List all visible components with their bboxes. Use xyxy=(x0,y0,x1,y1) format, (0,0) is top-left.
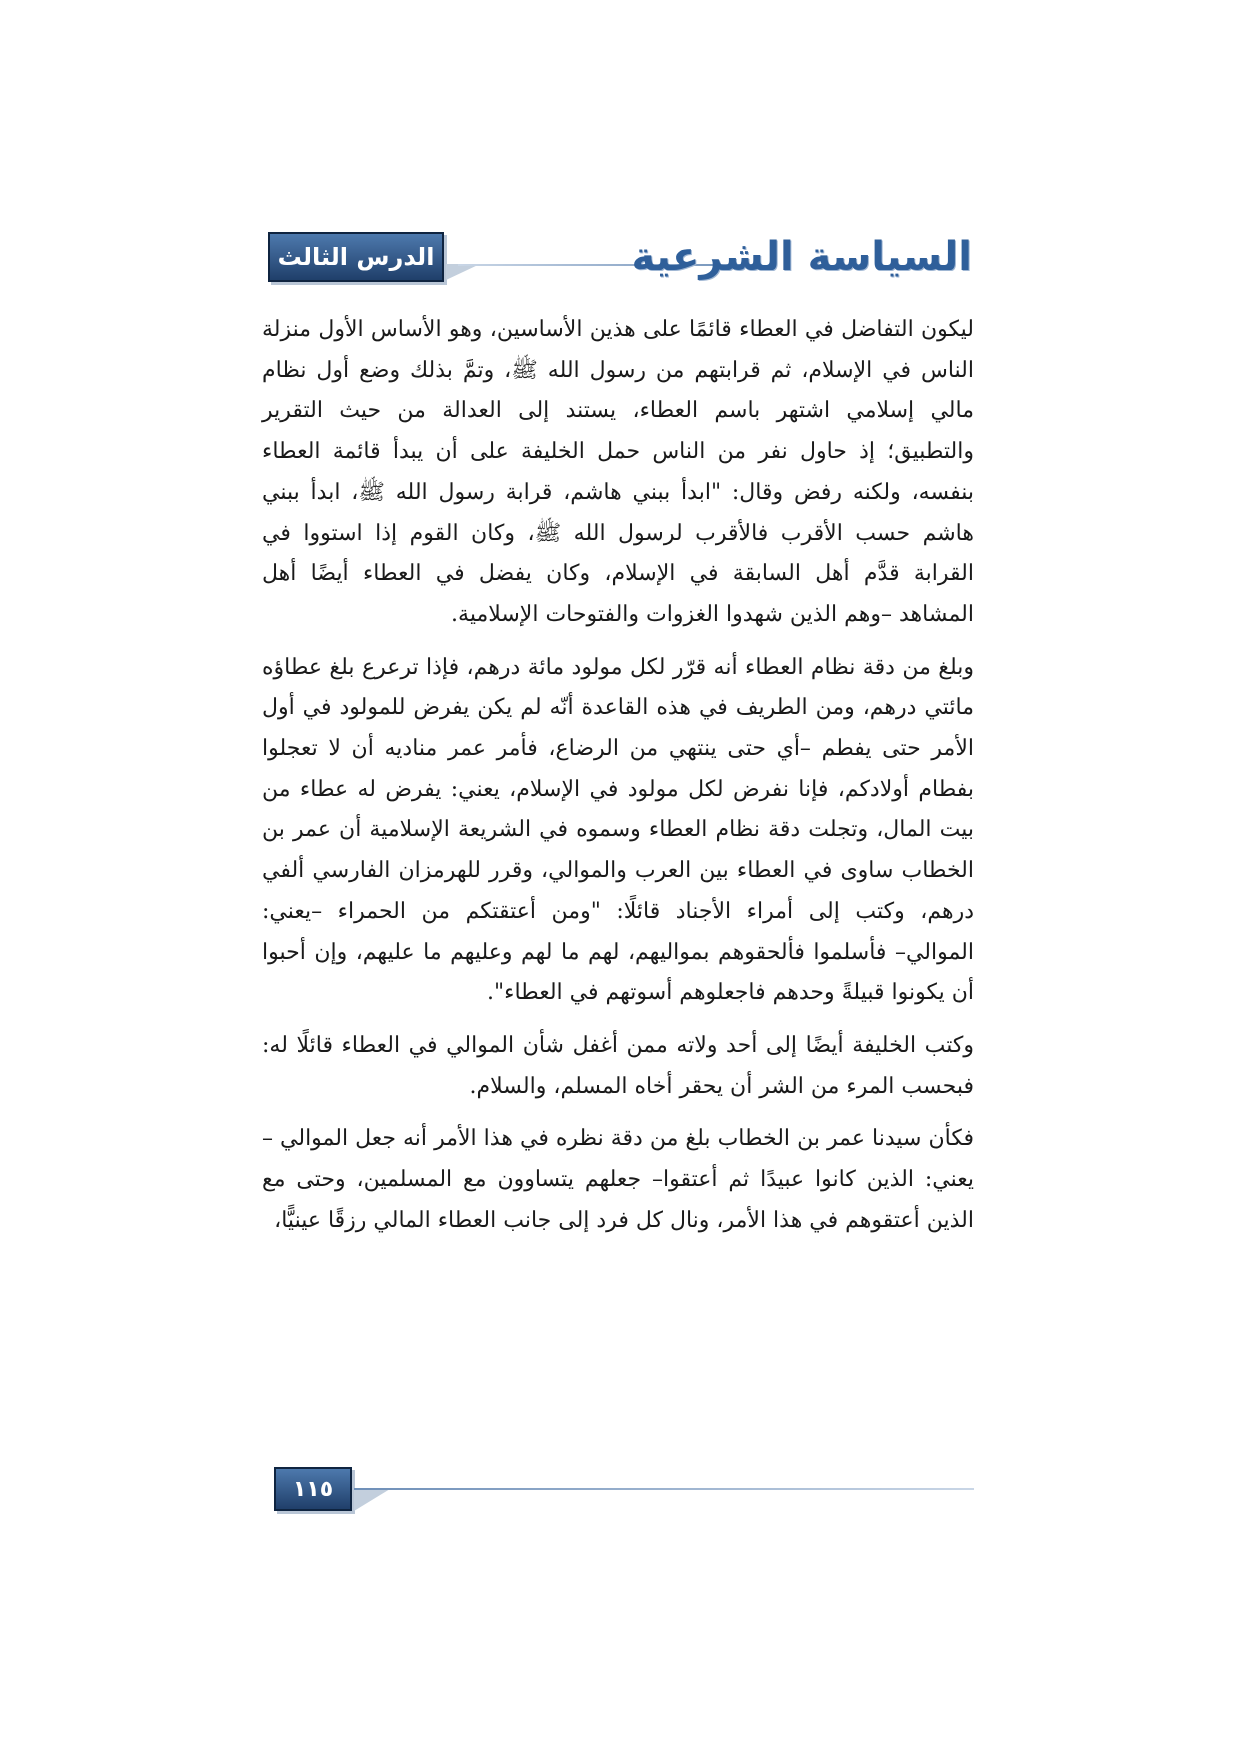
lesson-badge xyxy=(268,232,444,282)
page-number: ١١٥ xyxy=(292,1476,334,1502)
footer-divider xyxy=(354,1488,974,1490)
footer-decoration xyxy=(354,1489,390,1511)
page-footer xyxy=(274,1467,974,1523)
paragraph-4: فكأن سيدنا عمر بن الخطاب بلغ من دقة نظره في هذا الأمر أنه جعل الموالي – يعني: الذين كانوا عبيدًا ثم أعتقوا– جعلهم يتساوون مع المسلمين، وحتى مع الذين أعتقوهم في هذا الأمر، ونال كل فرد إلى جانب العطاء المالي رزقًا عينيًّا، xyxy=(262,1126,974,1233)
page-header xyxy=(268,228,972,298)
paragraph-3: وكتب الخليفة أيضًا إلى أحد ولاته ممن أغفل شأن الموالي في العطاء قائلًا له: فبحسب المرء من الشر أن يحقر أخاه المسلم، والسلام. xyxy=(262,1032,974,1099)
body-text xyxy=(262,310,974,1253)
page-number-box xyxy=(274,1467,352,1511)
book-title: السياسة الشرعية xyxy=(631,234,972,280)
lesson-label: الدرس الثالث xyxy=(277,243,435,271)
paragraph-2: وبلغ من دقة نظام العطاء أنه قرّر لكل مولود مائة درهم، فإذا ترعرع بلغ عطاؤه مائتي درهم، ومن الطريف في هذه القاعدة أنّه لم يكن يفرض للمولود في أول الأمر حتى يفطم –أي حتى ينتهي من الرضاع، فأمر عمر مناديه أن لا تعجلوا بفطام أولادكم، فإنا نفرض لكل مولود في الإسلام، يعني: يفرض له عطاء من بيت المال، وتجلت دقة نظام العطاء وسموه في الشريعة الإسلامية أن عمر بن الخطاب ساوى في العطاء بين العرب والموالي، وقرر للهرمزان الفارسي ألفي درهم، وكتب إلى أمراء الأجناد قائلًا: "ومن أعتقتكم من الحمراء –يعني: الموالي– فأسلموا فألحقوهم بمواليهم، لهم ما لهم وعليهم ما عليهم، وإن أحبوا أن يكونوا قبيلةً وحدهم فاجعلوهم أسوتهم في العطاء". xyxy=(262,654,974,1006)
paragraph-1: ليكون التفاضل في العطاء قائمًا على هذين الأساسين، وهو الأساس الأول منزلة الناس في الإسلام، ثم قرابتهم من رسول الله ﷺ، وتمَّ بذلك وضع أول نظام مالي إسلامي اشتهر باسم العطاء، يستند إلى العدالة من حيث التقرير والتطبيق؛ إذ حاول نفر من الناس حمل الخليفة على أن يبدأ قائمة العطاء بنفسه، ولكنه رفض وقال: "ابدأ ببني هاشم، قرابة رسول الله ﷺ، ابدأ ببني هاشم حسب الأقرب فالأقرب لرسول الله ﷺ، وكان القوم إذا استووا في القرابة قدَّم أهل السابقة في الإسلام، وكان يفضل في العطاء أيضًا أهل المشاهد –وهم الذين شهدوا الغزوات والفتوحات الإسلامية. xyxy=(262,317,974,627)
header-decoration xyxy=(446,264,480,280)
